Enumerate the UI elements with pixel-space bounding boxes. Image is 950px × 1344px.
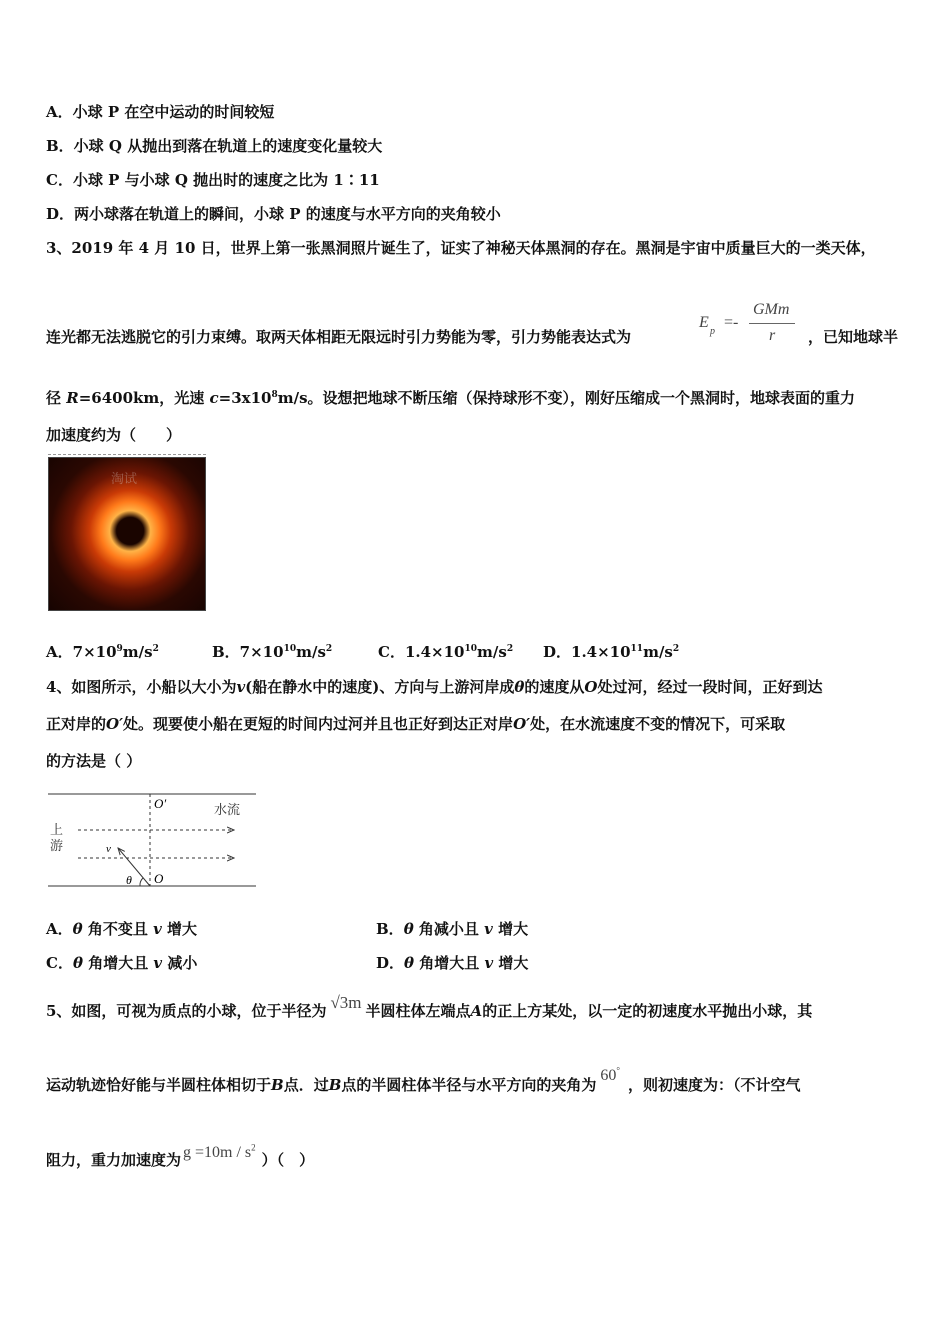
q2-option-c: C．小球 P 与小球 Q 抛出时的速度之比为 1∶11 bbox=[46, 171, 380, 189]
q5-l2-c: 点的半圆柱体半径与水平方向的夹角为 bbox=[341, 1076, 597, 1094]
formula-numerator: GMm bbox=[753, 301, 790, 318]
q5-radius-sqrt: √3 bbox=[330, 993, 349, 1012]
q3-c-label: C．1.4×10 bbox=[378, 643, 465, 661]
q3-stem-line1: 3、2019 年 4 月 10 日，世界上第一张黑洞照片诞生了，证实了神秘天体黑洞的存在。黑洞是宇宙中质量巨大的一类天体， bbox=[46, 239, 876, 257]
q4-b-pre: B． bbox=[376, 920, 404, 938]
label-v: v bbox=[106, 843, 111, 855]
q5-stem-line1 bbox=[46, 993, 813, 1021]
q5-stem-line3 bbox=[46, 1142, 315, 1171]
q3-a-unit: m/s bbox=[122, 643, 153, 661]
q3-b-exp: 10 bbox=[283, 644, 297, 654]
q4-c-v: v bbox=[153, 954, 163, 972]
q2-option-d: D．两小球落在轨道上的瞬间，小球 P 的速度与水平方向的夹角较小 bbox=[46, 205, 501, 223]
q3-line3-c: c bbox=[209, 389, 219, 407]
q3-d-unit-exp: 2 bbox=[672, 644, 680, 654]
q4-l2-a: 正对岸的 bbox=[46, 715, 107, 733]
label-upstream-1: 上 bbox=[50, 823, 64, 838]
label-o: O bbox=[154, 871, 164, 886]
q5-l3-b: ）（ ） bbox=[261, 1151, 315, 1169]
q3-b-unit-exp: 2 bbox=[325, 644, 333, 654]
q4-stem-line3: 的方法是（ ） bbox=[46, 752, 142, 770]
q3-option-a bbox=[46, 642, 159, 662]
q5-l1-b: 半圆柱体左端点 bbox=[365, 1002, 471, 1020]
q3-stem-line3 bbox=[46, 388, 855, 408]
q5-angle bbox=[600, 1067, 620, 1084]
q5-angle-deg: ° bbox=[616, 1065, 621, 1076]
q4-l2-b: 处。现要使小船在更短的时间内过河并且也正好到达正对岸 bbox=[123, 715, 514, 733]
q5-l2-b: 点．过 bbox=[283, 1076, 329, 1094]
q3-c-exp: 10 bbox=[464, 644, 478, 654]
q3-line3-d: =3x10 bbox=[218, 389, 272, 407]
q4-d-mid: 角增大且 bbox=[414, 954, 485, 972]
river-diagram bbox=[44, 788, 260, 892]
q5-l1-c: 的正上方某处，以一定的初速度水平抛出小球，其 bbox=[482, 1002, 813, 1020]
q4-l1-d: 处过河，经过一段时间，正好到达 bbox=[597, 678, 823, 696]
q5-l2-b-point2: B bbox=[328, 1076, 342, 1094]
q5-radius bbox=[330, 993, 361, 1012]
q4-b-v: v bbox=[484, 920, 493, 938]
q3-c-unit: m/s bbox=[477, 643, 507, 661]
q4-a-mid: 角不变且 bbox=[82, 920, 154, 938]
label-theta: θ bbox=[126, 873, 132, 887]
q4-option-c bbox=[46, 953, 197, 973]
q3-option-b bbox=[212, 642, 332, 662]
q3-option-d bbox=[543, 642, 679, 662]
q3-line3-exp: 8 bbox=[271, 390, 278, 400]
q3-potential-formula bbox=[695, 298, 805, 348]
q4-c-pre: C． bbox=[46, 954, 73, 972]
q3-b-unit: m/s bbox=[296, 643, 326, 661]
label-flow: 水流 bbox=[214, 803, 241, 818]
q4-d-theta: θ bbox=[404, 954, 415, 972]
q3-stem-line2 bbox=[46, 327, 631, 347]
q4-b-theta: θ bbox=[403, 920, 414, 938]
q4-l1-b: (船在静水中的速度)、方向与上游河岸成 bbox=[245, 678, 515, 696]
q3-b-label: B．7×10 bbox=[212, 643, 284, 661]
q3-option-c bbox=[378, 642, 513, 662]
q5-l2-b-point: B bbox=[271, 1076, 284, 1094]
q5-l1-a-point: A bbox=[470, 1002, 483, 1020]
q4-option-b bbox=[376, 919, 528, 939]
q3-d-label: D．1.4×10 bbox=[543, 643, 631, 661]
q4-l1-a: 4、如图所示，小船以大小为 bbox=[46, 678, 237, 696]
q5-gravity bbox=[183, 1144, 256, 1161]
q3-line3-e: m/s。设想把地球不断压缩（保持球形不变），刚好压缩成一个黑洞时，地球表面的重力 bbox=[277, 389, 856, 407]
q3-a-unit-exp: 2 bbox=[152, 644, 159, 654]
q5-stem-line2 bbox=[46, 1065, 801, 1096]
q4-stem-line1 bbox=[46, 677, 823, 697]
q5-radius-unit: m bbox=[348, 993, 362, 1012]
q3-line2-post: ，已知地球半 bbox=[808, 328, 899, 346]
q5-g-formula: g =10m / s bbox=[183, 1144, 252, 1161]
formula-sub-p: p bbox=[710, 326, 715, 337]
q4-d-pre: D． bbox=[376, 954, 405, 972]
q4-option-a bbox=[46, 919, 197, 939]
q2-option-b: B．小球 Q 从抛出到落在轨道上的速度变化量较大 bbox=[46, 137, 383, 155]
q4-l2-o: O′ bbox=[106, 715, 124, 733]
q3-d-exp: 11 bbox=[630, 644, 644, 654]
q4-c-mid: 角增大且 bbox=[82, 954, 154, 972]
q3-line3-r: R bbox=[66, 389, 79, 407]
formula-denominator: r bbox=[769, 327, 776, 344]
q3-d-unit: m/s bbox=[643, 643, 673, 661]
q4-d-post: 增大 bbox=[493, 954, 529, 972]
q5-l2-d: ，则初速度为：（不计空气 bbox=[628, 1076, 801, 1094]
q4-l1-o: O bbox=[584, 678, 598, 696]
q4-option-d bbox=[376, 953, 528, 973]
q4-c-theta: θ bbox=[72, 954, 83, 972]
q4-a-v: v bbox=[153, 920, 162, 938]
q4-l2-o2: O′ bbox=[513, 715, 531, 733]
q3-stem-line4: 加速度约为（ ） bbox=[46, 426, 182, 444]
q4-a-pre: A． bbox=[46, 920, 73, 938]
q3-line3-b: =6400km，光速 bbox=[78, 389, 210, 407]
boat-velocity-arrow bbox=[118, 848, 150, 886]
q4-a-post: 增大 bbox=[161, 920, 198, 938]
q4-a-theta: θ bbox=[72, 920, 83, 938]
q5-l1-a: 5、如图，可视为质点的小球，位于半径为 bbox=[46, 1002, 327, 1020]
formula-eq: =- bbox=[724, 314, 739, 331]
q3-a-label: A．7×10 bbox=[46, 643, 117, 661]
image-top-dash bbox=[48, 454, 206, 455]
q3-a-exp: 9 bbox=[116, 644, 123, 654]
q4-l1-c: 的速度从 bbox=[524, 678, 585, 696]
q2-option-a: A．小球 P 在空中运动的时间较短 bbox=[46, 103, 275, 121]
formula-e: E bbox=[699, 314, 709, 331]
theta-arc bbox=[140, 878, 143, 886]
q4-stem-line2 bbox=[46, 714, 785, 734]
q3-line2-pre: 连光都无法逃脱它的引力束缚。取两天体相距无限远时引力势能为零，引力势能表达式为 bbox=[46, 328, 632, 346]
black-hole-photo bbox=[48, 457, 206, 611]
q4-c-post: 减小 bbox=[162, 954, 198, 972]
q5-g-exp: 2 bbox=[251, 1142, 256, 1153]
q3-c-unit-exp: 2 bbox=[506, 644, 514, 654]
q4-d-v: v bbox=[484, 954, 494, 972]
q4-l2-c: 处，在水流速度不变的情况下，可采取 bbox=[530, 715, 786, 733]
image-watermark: 淘试 bbox=[111, 472, 138, 487]
label-o-prime: O′ bbox=[154, 796, 167, 811]
q5-angle-value: 60 bbox=[600, 1067, 617, 1084]
q3-line3-a: 径 bbox=[46, 389, 67, 407]
formula-fraction-bar bbox=[749, 323, 795, 324]
q4-l1-theta: θ bbox=[514, 678, 525, 696]
q4-b-post: 增大 bbox=[492, 920, 529, 938]
q5-l2-a: 运动轨迹恰好能与半圆柱体相切于 bbox=[46, 1076, 272, 1094]
q5-l3-a: 阻力，重力加速度为 bbox=[46, 1151, 182, 1169]
label-upstream-2: 游 bbox=[50, 839, 64, 854]
q4-l1-v: v bbox=[236, 678, 246, 696]
q4-b-mid: 角减小且 bbox=[413, 920, 485, 938]
